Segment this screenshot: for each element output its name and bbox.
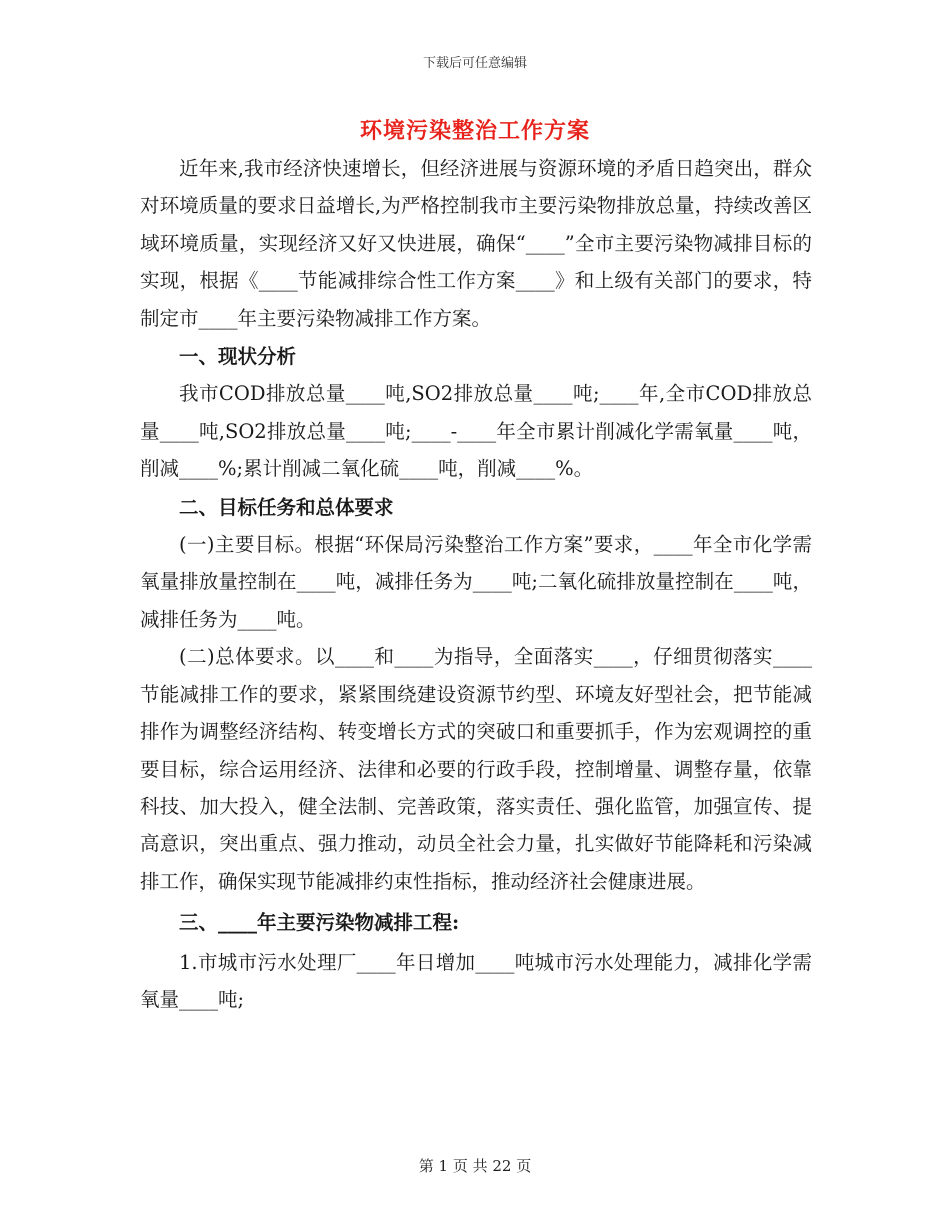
status-paragraph: 我市COD排放总量____吨,SO2排放总量____吨;____年,全市COD排放总量____吨,SO2排放总量____吨;____-____年全市累计削减化学需氧量____吨，削减____%;累计削减二氧化硫____吨，削减____%。 [140, 382, 812, 481]
header-note: 下载后可任意编辑 [422, 56, 527, 71]
project-item-1: 1.市城市污水处理厂____年日增加____吨城市污水处理能力，减排化学需氧量____吨; [140, 950, 812, 1011]
main-goals-paragraph: (一)主要目标。根据“环保局污染整治工作方案”要求，____年全市化学需氧量排放量控制在____吨，减排任务为____吨;二氧化硫排放量控制在____吨，减排任务为____吨。 [140, 533, 812, 631]
page-number: 第 1 页 共 22 页 [418, 1157, 532, 1175]
section-heading-goals: 二、目标任务和总体要求 [179, 495, 394, 519]
section-heading-projects: 三、____年主要污染物减排工程: [179, 911, 460, 935]
section-heading-status: 一、现状分析 [179, 345, 297, 369]
intro-paragraph: 近年来,我市经济快速增长，但经济进展与资源环境的矛盾日趋突出，群众对环境质量的要求日益增长,为严格控制我市主要污染物排放总量，持续改善区域环境质量，实现经济又好又快进展，确保“____”全市主要污染物减排目标的实现，根据《____节能减排综合性工作方案____》和上级有关部门的要求，特制定市____年主要污染物减排工作方案。 [140, 157, 812, 330]
document-body [140, 150, 812, 1018]
document-title: 环境污染整治工作方案 [359, 118, 590, 144]
overall-requirements-paragraph: (二)总体要求。以____和____为指导，全面落实____，仔细贯彻落实____节能减排工作的要求，紧紧围绕建设资源节约型、环境友好型社会，把节能减排作为调整经济结构、转变增长方式的突破口和重要抓手，作为宏观调控的重要目标，综合运用经济、法律和必要的行政手段，控制增量、调整存量，依靠科技、加大投入，健全法制、完善政策，落实责任、强化监管，加强宣传、提高意识，突出重点、强力推动，动员全社会力量，扎实做好节能降耗和污染减排工作，确保实现节能减排约束性指标，推动经济社会健康进展。 [140, 645, 812, 893]
